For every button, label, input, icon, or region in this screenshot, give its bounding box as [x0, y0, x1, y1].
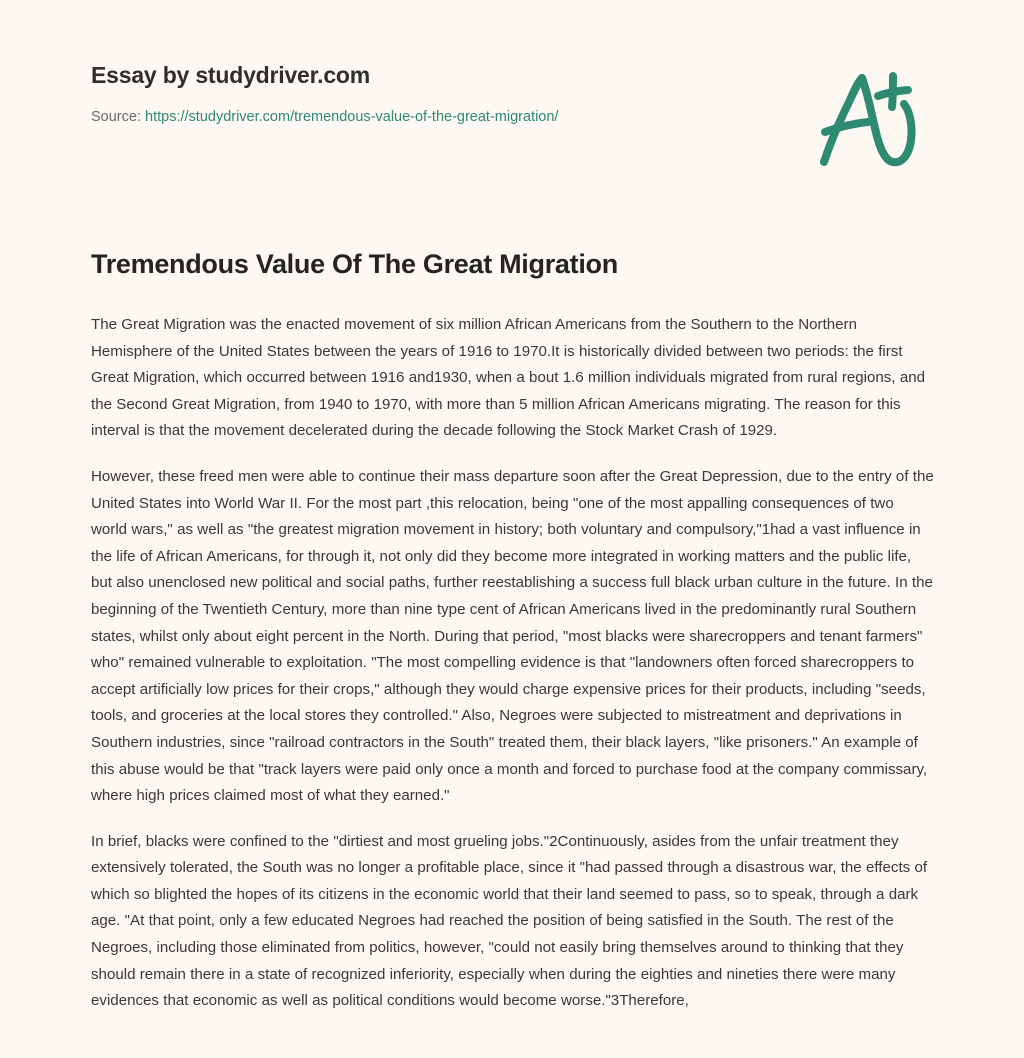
- source-url-link[interactable]: https://studydriver.com/tremendous-value-of-the-great-migration/: [145, 108, 559, 125]
- body-paragraph: However, these freed men were able to continue their mass departure soon after the Great Depression, due to the entry of the United States into World War II. For the most part ,this relocation, being "one of the most appalling consequences of two world wars," as well as "the greatest migration movement in history; both voluntary and compulsory,"1had a vast influence in the life of African Americans, for through it, not only did they become more integrated in working matters and the public life, but also unenclosed new political and social paths, further reestablishing a success full black urban culture in the future. In the beginning of the Twentieth Century, more than nine type cent of African Americans lived in the predominantly rural Southern states, whilst only about eight percent in the North. During that period, "most blacks were sharecroppers and tenant farmers" who" remained vulnerable to exploitation. "The most compelling evidence is that "landowners often forced sharecroppers to accept artificially low prices for their crops," although they would charge expensive prices for their products, including "seeds, tools, and groceries at the local stores they controlled." Also, Negroes were subjected to mistreatment and deprivations in Southern industries, since "railroad contractors in the South" treated them, their black layers, "like prisoners." An example of this abuse would be that "track layers were paid only once a month and forced to purchase food at the company commissary, where high prices claimed most of what they earned.": [91, 467, 934, 805]
- document-body: [91, 312, 934, 1015]
- source-label: Source:: [91, 108, 141, 125]
- brand-title: Essay by studydriver.com: [91, 62, 371, 88]
- body-paragraph: In brief, blacks were confined to the "dirtiest and most grueling jobs."2Continuously, asides from the unfair treatment they extensively tolerated, the South was no longer a profitable place, since it "had passed through a disastrous war, the effects of which so blighted the hopes of its citizens in the economic world that their land seemed to pass, so to speak, through a dark age. "At that point, only a few educated Negroes had reached the position of being satisfied in the South. The rest of the Negroes, including those eliminated from politics, however, "could not easily bring themselves around to thinking that they should remain there in a state of recognized inferiority, especially when during the eighties and nineties there were many evidences that economic as well as political conditions would become worse."3Therefore,: [91, 832, 928, 1010]
- document-header: [0, 0, 1024, 200]
- a-plus-logo-svg: [812, 66, 920, 170]
- brand-block: [91, 62, 731, 126]
- studydriver-a-plus-logo-icon: [812, 66, 920, 170]
- page-title: Tremendous Value Of The Great Migration: [91, 249, 618, 279]
- source-line: [91, 108, 731, 127]
- body-paragraph: The Great Migration was the enacted movement of six million African Americans from the Southern to the Northern Hemisphere of the United States between the years of 1916 to 1970.It is historically divided between two periods: the first Great Migration, which occurred between 1916 and1930, when a bout 1.6 million individuals migrated from rural regions, and the Second Great Migration, from 1940 to 1970, with more than 5 million African Americans migrating. The reason for this interval is that the movement decelerated during the decade following the Stock Market Crash of 1929.: [91, 316, 926, 440]
